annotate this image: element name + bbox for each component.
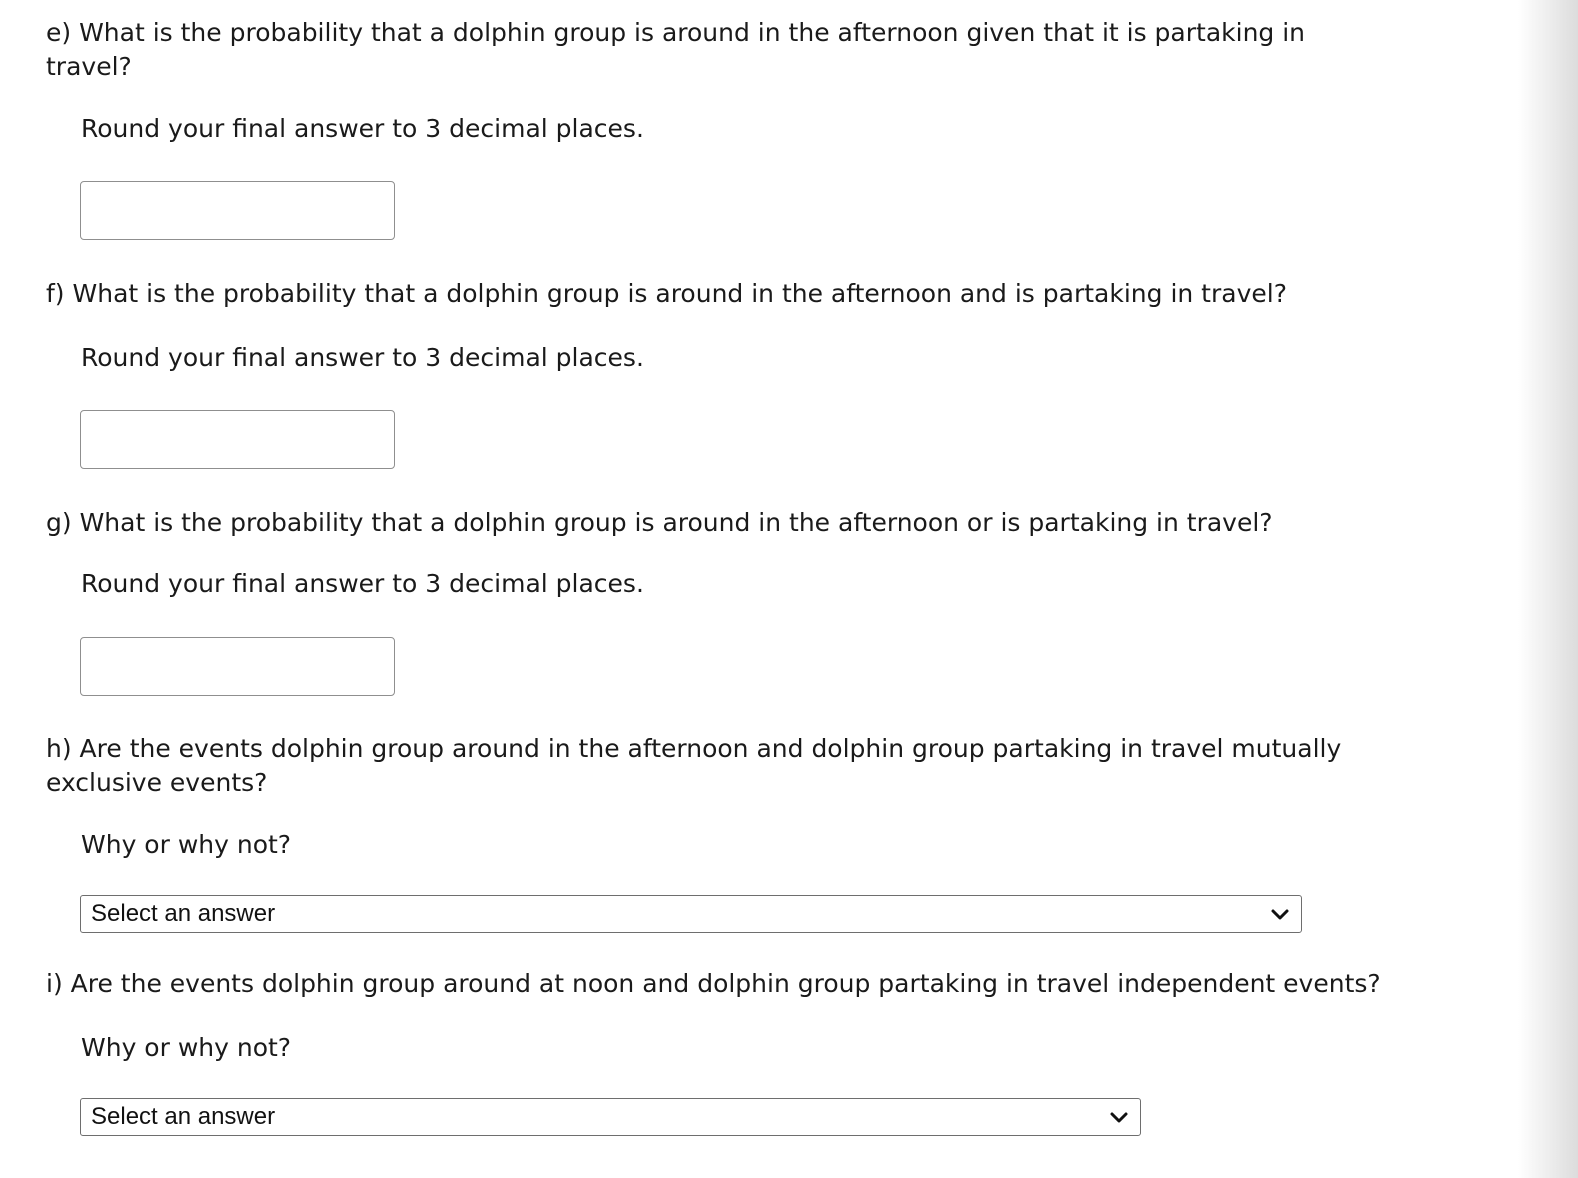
question-h-instruction: Why or why not? [81, 830, 292, 859]
question-i-text: i) Are the events dolphin group around at noon and dolphin group partaking in travel independent events? [46, 969, 1381, 998]
question-i-answer-select[interactable] [80, 1098, 1141, 1136]
question-f-text: f) What is the probability that a dolphin group is around in the afternoon and is partaking in travel? [46, 279, 1287, 308]
window-edge-shadow [1518, 0, 1578, 1178]
question-g-answer-input[interactable] [80, 637, 395, 696]
chevron-down-icon [1108, 1106, 1130, 1128]
question-e-text: e) What is the probability that a dolphin group is around in the afternoon given that it is partaking in travel? [46, 18, 1306, 81]
question-e-instruction: Round your final answer to 3 decimal places. [81, 114, 644, 143]
question-f-instruction: Round your final answer to 3 decimal places. [81, 343, 644, 372]
question-e-answer-input[interactable] [80, 181, 395, 240]
question-h-select-label: Select an answer [91, 900, 276, 927]
question-f-answer-input[interactable] [80, 410, 395, 469]
question-h-answer-select[interactable] [80, 895, 1302, 933]
question-g-text: g) What is the probability that a dolphin group is around in the afternoon or is partaking in travel? [46, 508, 1273, 537]
question-g-instruction: Round your final answer to 3 decimal places. [81, 569, 644, 598]
question-h-text: h) Are the events dolphin group around in the afternoon and dolphin group partaking in travel mutually exclusive events? [46, 734, 1342, 797]
question-i-select-label: Select an answer [91, 1103, 276, 1130]
question-i-instruction: Why or why not? [81, 1033, 292, 1062]
chevron-down-icon [1269, 903, 1291, 925]
